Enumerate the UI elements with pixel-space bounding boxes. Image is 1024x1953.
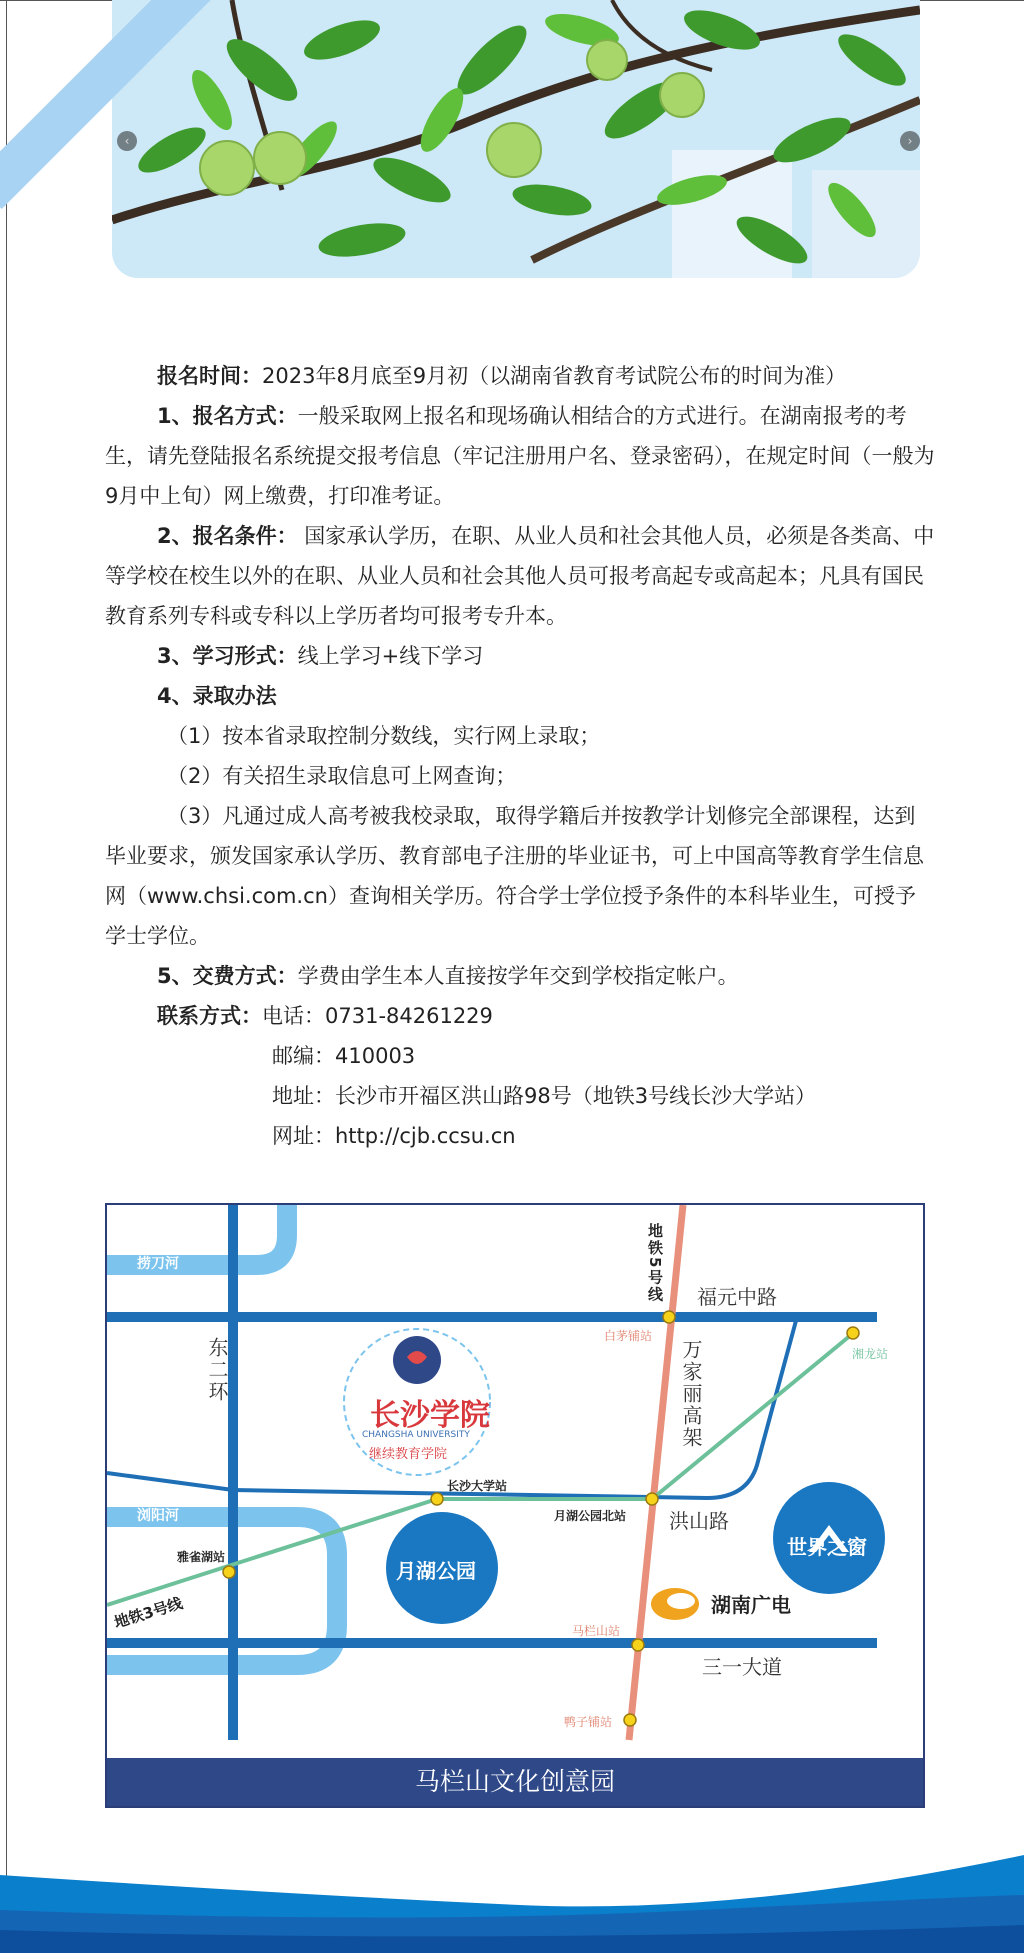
road-wanjiali: 万家丽高架 <box>679 1339 703 1449</box>
metro3-label: 地铁3号线 <box>112 1594 185 1632</box>
contact-address: 地址：长沙市开福区洪山路98号（地铁3号线长沙大学站） <box>272 1084 817 1108</box>
window-of-world-label: 世界之窗 <box>787 1535 867 1559</box>
contact-info: 联系方式：电话：0731-84261229 <box>157 1004 493 1028</box>
plum-branch-photo <box>112 0 920 278</box>
station-yazipu: 鸭子铺站 <box>564 1715 613 1729</box>
station-ccsu: 长沙大学站 <box>447 1479 508 1493</box>
registration-time: 报名时间：2023年8月底至9月初（以湖南省教育考试院公布的时间为准） <box>157 364 847 388</box>
enrollment-info <box>105 356 935 1156</box>
park-label: 月湖公园 <box>396 1559 476 1583</box>
admission-item-1: （1）按本省录取控制分数线，实行网上录取； <box>167 724 601 748</box>
university-logo-sub: 继续教育学院 <box>369 1447 448 1462</box>
station-yuehubei: 月湖公园北站 <box>554 1509 627 1523</box>
map-graphics <box>107 1205 925 1808</box>
registration-conditions: 2、报名条件： 国家承认学历，在职、从业人员和社会其他人员，必须是各类高、中等学校在校生以外的在职、从业人员和社会其他人员可报考高起专或高起本；凡具有国民教育系列专科或专科以上学历者均可报考专升本。 <box>105 524 935 628</box>
contact-website[interactable]: 网址：http://cjb.ccsu.cn <box>272 1124 516 1148</box>
study-mode: 3、学习形式：线上学习+线下学习 <box>157 644 484 668</box>
university-logo-text: 长沙学院 <box>370 1398 490 1433</box>
admission-item-2: （2）有关招生录取信息可上网查询； <box>167 764 517 788</box>
map-footer-title: 马栏山文化创意园 <box>107 1758 923 1806</box>
contact-postcode: 邮编：410003 <box>272 1044 416 1068</box>
station-xianglong: 湘龙站 <box>852 1347 889 1361</box>
ring-road-label: 东二环 <box>205 1337 229 1403</box>
location-map <box>105 1203 925 1808</box>
bottom-wave-decoration <box>0 1855 1024 1953</box>
banner-carousel[interactable] <box>112 0 920 278</box>
page-left-border <box>6 0 7 1953</box>
admission-item-3: （3）凡通过成人高考被我校录取，取得学籍后并按教学计划修完全部课程，达到毕业要求，颁发国家承认学历、教育部电子注册的毕业证书，可上中国高等教育学生信息网（www.chsi.com.cn）查询相关学历。符合学士学位授予条件的本科毕业生，可授予学士学位。 <box>105 804 924 948</box>
chevron-left-icon[interactable]: ‹ <box>117 131 137 151</box>
hunan-tv-label: 湖南广电 <box>711 1593 791 1617</box>
metro5-label: 地铁5号线 <box>646 1223 664 1304</box>
chevron-right-icon[interactable]: › <box>900 131 920 151</box>
road-hongshan: 洪山路 <box>669 1509 729 1533</box>
river-label-laodao: 捞刀河 <box>137 1256 179 1272</box>
payment-method: 5、交费方式：学费由学生本人直接按学年交到学校指定帐户。 <box>157 964 739 988</box>
road-sanyi: 三一大道 <box>702 1655 782 1679</box>
admission-heading: 4、录取办法 <box>157 684 277 708</box>
university-logo-en: CHANGSHA UNIVERSITY <box>362 1430 470 1440</box>
station-malanshan: 马栏山站 <box>572 1624 621 1638</box>
registration-method: 1、报名方式：一般采取网上报名和现场确认相结合的方式进行。在湖南报考的考生，请先登陆报名系统提交报考信息（牢记注册用户名、登录密码），在规定时间（一般为9月中上旬）网上缴费，打印准考证。 <box>105 404 935 508</box>
station-yaque: 雅雀湖站 <box>177 1550 226 1564</box>
station-baimao: 白茅铺站 <box>604 1329 653 1343</box>
river-label-liuyang: 浏阳河 <box>137 1508 179 1524</box>
road-fuyuan: 福元中路 <box>697 1285 777 1309</box>
